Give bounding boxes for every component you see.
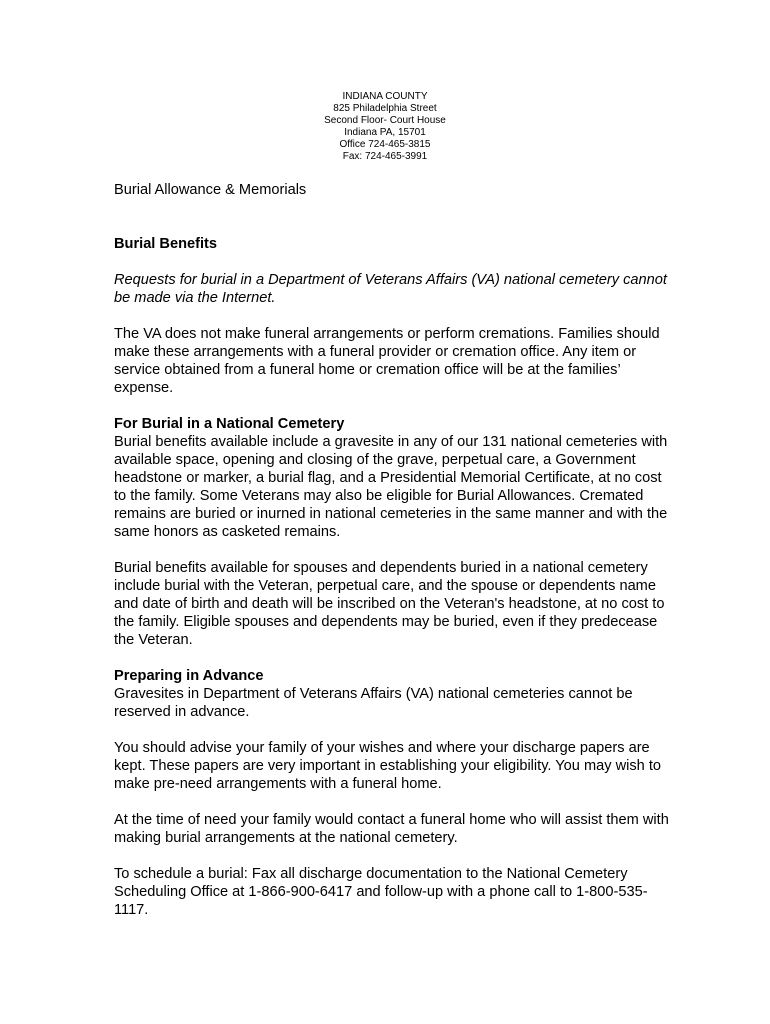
header-org: INDIANA COUNTY [342, 91, 428, 102]
document-title: Burial Allowance & Memorials [114, 182, 307, 198]
document-body [114, 181, 674, 919]
header-city: Indiana PA, 15701 [344, 127, 426, 138]
address-header [0, 91, 770, 163]
funeral-arrangements-paragraph: The VA does not make funeral arrangements or perform cremations. Families should make these arrangements with a funeral provider or cremation office. Any item or service obtained from a funeral home or cremation office will be at the families’ expense. [114, 326, 660, 396]
internet-request-note: Requests for burial in a Department of Veterans Affairs (VA) national cemetery cannot be made via the Internet. [114, 272, 667, 306]
burial-benefits-heading: Burial Benefits [114, 236, 217, 252]
header-office-phone: Office 724-465-3815 [339, 139, 431, 150]
discharge-papers-paragraph: You should advise your family of your wishes and where your discharge papers are kept. These papers are very important in establishing your eligibility. You may wish to make pre-need arrangements with a funeral home. [114, 740, 662, 792]
gravesite-reservation-paragraph: Gravesites in Department of Veterans Affairs (VA) national cemeteries cannot be reserved in advance. [114, 686, 633, 720]
preparing-advance-heading: Preparing in Advance [114, 668, 264, 684]
national-cemetery-heading: For Burial in a National Cemetery [114, 416, 345, 432]
header-floor: Second Floor- Court House [324, 115, 446, 126]
schedule-burial-paragraph: To schedule a burial: Fax all discharge documentation to the National Cemetery Scheduling Office at 1-866-900-6417 and follow-up with a phone call to 1-800-535-1117. [114, 866, 648, 918]
time-of-need-paragraph: At the time of need your family would contact a funeral home who will assist them with making burial arrangements at the national cemetery. [114, 812, 669, 846]
spouse-dependents-paragraph: Burial benefits available for spouses and dependents buried in a national cemetery include burial with the Veteran, perpetual care, and the spouse or dependents name and date of birth and death will be inscribed on the Veteran's headstone, at no cost to the family. Eligible spouses and dependents may be buried, even if they predecease the Veteran. [114, 560, 665, 648]
national-cemetery-benefits-paragraph: Burial benefits available include a gravesite in any of our 131 national cemeteries with available space, opening and closing of the grave, perpetual care, a Government headstone or marker, a burial flag, and a Presidential Memorial Certificate, at no cost to the family. Some Veterans may also be eligible for Burial Allowances. Cremated remains are buried or inurned in national cemeteries in the same manner and with the same honors as casketed remains. [114, 434, 668, 540]
header-street: 825 Philadelphia Street [333, 103, 437, 114]
header-fax: Fax: 724-465-3991 [342, 151, 428, 162]
